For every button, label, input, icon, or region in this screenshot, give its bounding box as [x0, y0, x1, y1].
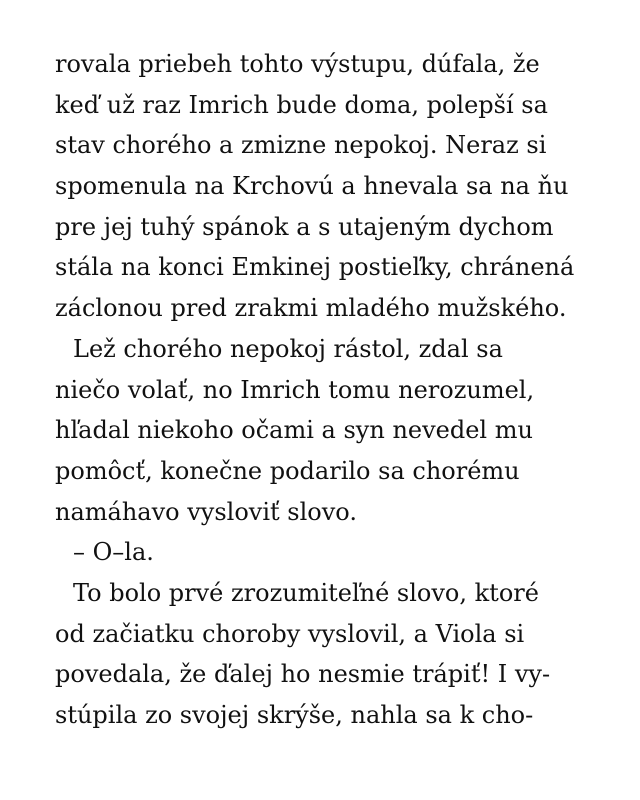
text-line: povedala, že ďalej ho nesmie trápiť! I vy- [55, 660, 551, 689]
text-line: od začiatku choroby vyslovil, a Viola si [55, 619, 525, 648]
paragraph-start-line: To bolo prvé zrozumiteľné slovo, ktoré [73, 578, 539, 607]
text-line: záclonou pred zrakmi mladého mužského. [55, 294, 567, 323]
text-line: rovala priebeh tohto výstupu, dúfala, že [55, 50, 540, 78]
text-line: spomenula na Krchovú a hnevala sa na ňu [55, 172, 569, 201]
text-line: keď už raz Imrich bude doma, polepší sa [55, 90, 548, 119]
paragraph-start-line: Lež chorého nepokoj rástol, zdal sa [73, 334, 503, 363]
text-line: hľadal niekoho očami a syn nevedel mu [55, 416, 533, 445]
text-line: namáhavo vysloviť slovo. [55, 497, 357, 526]
text-line: stála na konci Emkinej postieľky, chránená [55, 253, 575, 282]
text-line: pre jej tuhý spánok a s utajeným dychom [55, 212, 554, 241]
book-page [55, 44, 595, 736]
text-line: stav chorého a zmizne nepokoj. Neraz si [55, 131, 547, 160]
text-line: stúpila zo svojej skrýše, nahla sa k cho- [55, 701, 534, 729]
text-line: niečo volať, no Imrich tomu nerozumel, [55, 375, 535, 404]
text-line: pomôcť, konečne podarilo sa chorému [55, 456, 520, 485]
dialogue-line: – O–la. [73, 538, 154, 567]
